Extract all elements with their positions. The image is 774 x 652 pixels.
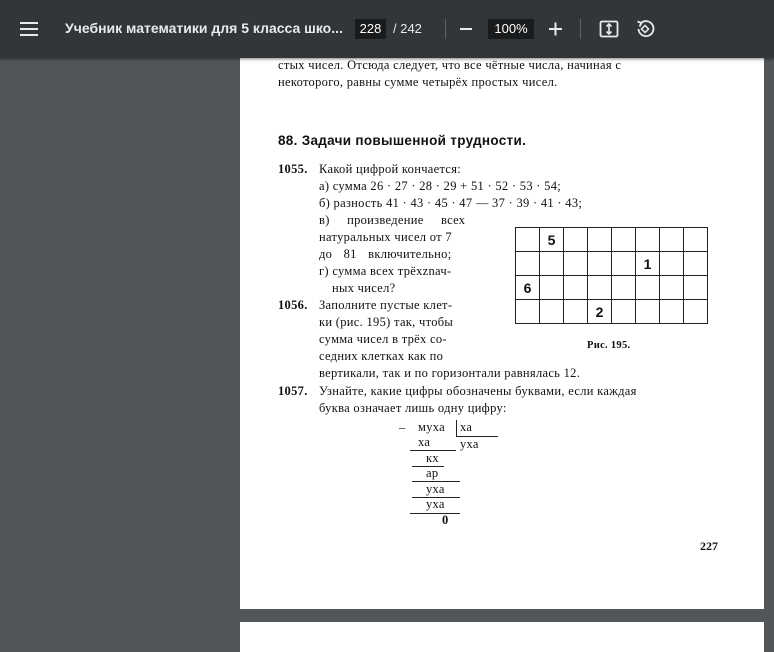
division-subtrahend: ар xyxy=(426,466,439,480)
text-line: Заполните пустые клет- xyxy=(319,298,453,312)
problem-number: 1055. xyxy=(278,162,308,176)
division-line xyxy=(410,513,460,514)
zoom-level-input[interactable]: 100% xyxy=(488,19,534,39)
figure-caption: Рис. 195. xyxy=(587,340,631,351)
grid-cell xyxy=(516,300,540,324)
division-remainder: кх xyxy=(426,451,439,465)
section-heading: 88. Задачи повышенной трудности. xyxy=(278,133,527,148)
division-result: 0 xyxy=(442,513,449,527)
division-dividend: муха xyxy=(418,420,445,434)
grid-cell xyxy=(612,252,636,276)
grid-cell xyxy=(612,300,636,324)
grid-cell xyxy=(564,276,588,300)
grid-cell xyxy=(540,300,564,324)
grid-cell xyxy=(516,252,540,276)
division-remainder: уха xyxy=(426,482,445,496)
text-line: в) произведение всех xyxy=(319,213,466,227)
text-line: ки (рис. 195) так, чтобы xyxy=(319,315,454,329)
zoom-out-icon[interactable] xyxy=(455,17,479,41)
toolbar-divider xyxy=(445,19,446,39)
grid-cell xyxy=(684,228,708,252)
grid-cell xyxy=(660,228,684,252)
grid-cell xyxy=(636,300,660,324)
grid-cell xyxy=(684,252,708,276)
zoom-in-icon[interactable] xyxy=(544,17,568,41)
text-line: Узнайте, какие цифры обозначены буквами, если каждая xyxy=(319,384,637,398)
text-line: Какой цифрой кончается: xyxy=(319,162,462,176)
division-subtrahend: ха xyxy=(418,435,431,449)
grid-cell xyxy=(588,252,612,276)
grid-cell xyxy=(564,228,588,252)
division-subtrahend: уха xyxy=(426,497,445,511)
text-line: до 81 включительно; xyxy=(319,247,452,261)
fit-page-icon[interactable] xyxy=(597,17,621,41)
grid-cell xyxy=(612,228,636,252)
grid-cell xyxy=(684,276,708,300)
grid-cell xyxy=(540,276,564,300)
toolbar-divider xyxy=(580,19,581,39)
figure-195-grid xyxy=(515,227,708,324)
next-pdf-page xyxy=(240,622,764,652)
grid-cell xyxy=(588,276,612,300)
text-line: натуральных чисел от 7 xyxy=(319,230,452,244)
grid-cell xyxy=(564,300,588,324)
text-line: стых чисел. Отсюда следует, что все чётные числа, начиная с xyxy=(278,58,622,72)
rotate-icon[interactable] xyxy=(633,17,657,41)
grid-cell xyxy=(588,228,612,252)
division-divisor: ха xyxy=(460,420,473,434)
grid-cell xyxy=(660,252,684,276)
grid-cell xyxy=(684,300,708,324)
grid-cell: 1 xyxy=(636,252,660,276)
text-line: буква означает лишь одну цифру: xyxy=(319,401,507,415)
text-line: седних клетках как по xyxy=(319,349,444,363)
text-line: г) сумма всех трёхznач- xyxy=(319,264,452,278)
grid-cell xyxy=(660,300,684,324)
scrollbar[interactable] xyxy=(764,58,774,639)
menu-icon[interactable] xyxy=(20,20,40,38)
text-line: ных чисел? xyxy=(332,281,396,295)
grid-cell: 2 xyxy=(588,300,612,324)
text-line: а) сумма 26 · 27 · 28 · 29 + 51 · 52 · 53 · 54; xyxy=(319,179,562,193)
division-minus-sign: _ xyxy=(399,416,406,430)
grid-cell: 6 xyxy=(516,276,540,300)
page-number: 227 xyxy=(700,539,718,553)
text-line: вертикали, так и по горизонтали равнялась 12. xyxy=(319,366,581,380)
grid-cell xyxy=(660,276,684,300)
division-bar xyxy=(456,420,457,436)
page-total: / 242 xyxy=(393,21,422,36)
grid-cell xyxy=(636,228,660,252)
division-quotient: уха xyxy=(460,437,479,451)
grid-cell xyxy=(516,228,540,252)
page-number-input[interactable]: 228 xyxy=(355,19,386,39)
grid-cell xyxy=(540,252,564,276)
grid-cell xyxy=(564,252,588,276)
pdf-page xyxy=(240,58,764,609)
text-line: некоторого, равны сумме четырёх простых чисел. xyxy=(278,75,558,89)
grid-cell: 5 xyxy=(540,228,564,252)
text-line: б) разность 41 · 43 · 45 · 47 — 37 · 39 · 41 · 43; xyxy=(319,196,583,210)
viewer-background xyxy=(0,58,240,639)
grid-cell xyxy=(636,276,660,300)
problem-number: 1056. xyxy=(278,298,308,312)
document-title: Учебник математики для 5 класса шко... xyxy=(65,20,343,36)
problem-number: 1057. xyxy=(278,384,308,398)
grid-cell xyxy=(612,276,636,300)
pdf-toolbar xyxy=(0,0,774,58)
text-line: сумма чисел в трёх со- xyxy=(319,332,447,346)
